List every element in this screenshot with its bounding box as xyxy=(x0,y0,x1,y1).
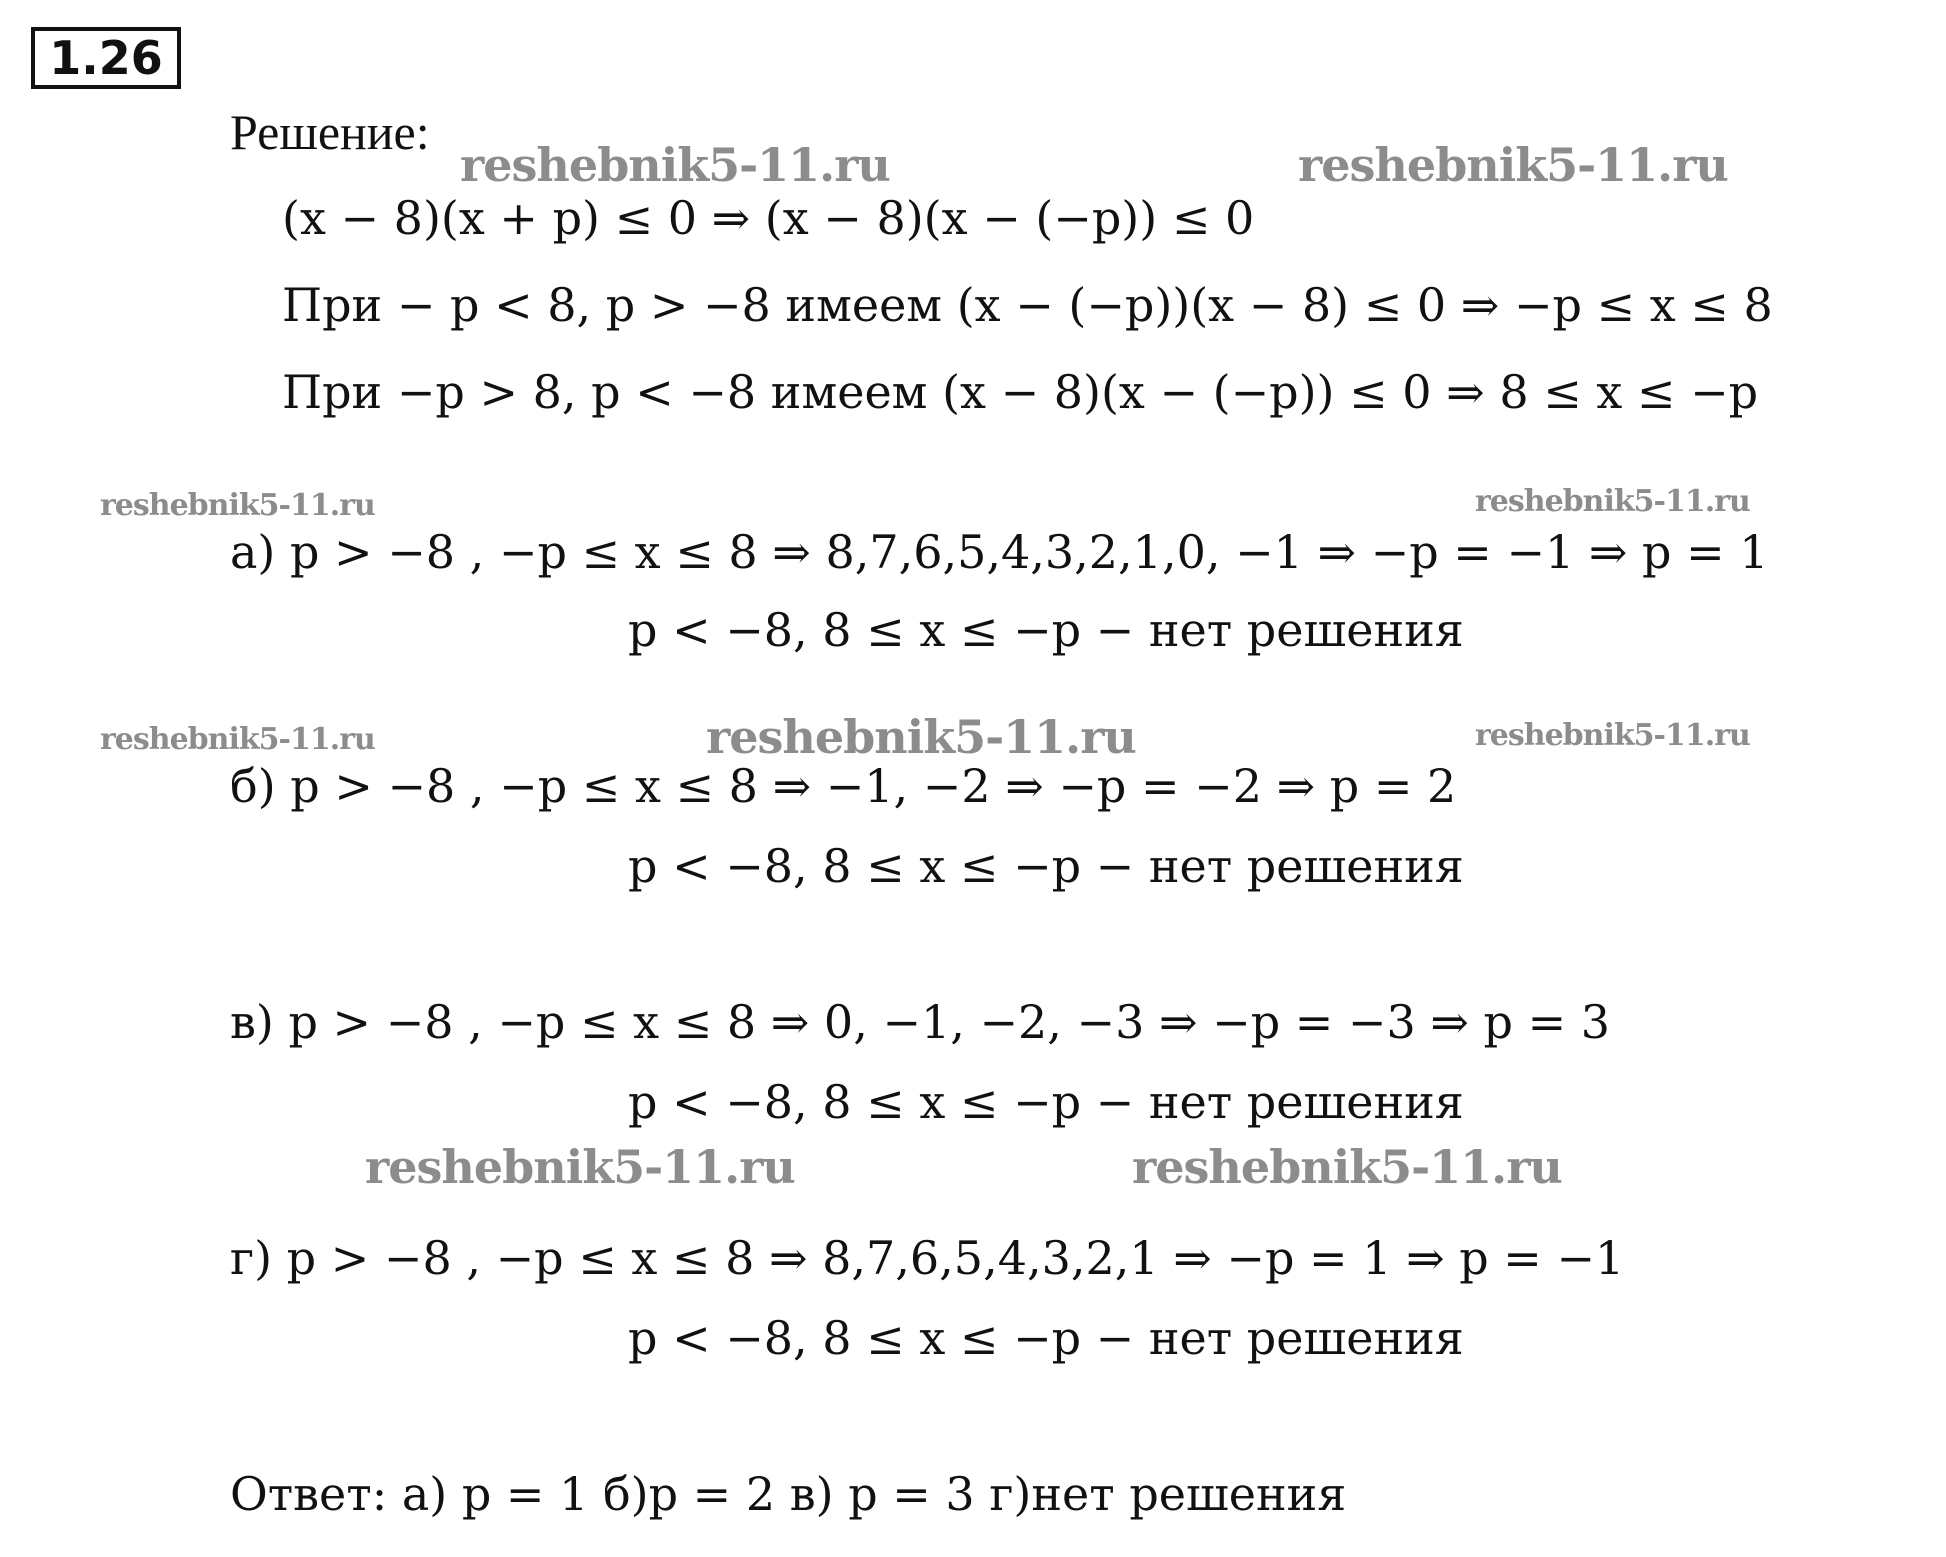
derivation-line: При −p > 8, p < −8 имеем (x − 8)(x − (−p)) ≤ 0 ⇒ 8 ≤ x ≤ −p xyxy=(282,365,1759,419)
part-a-line: а) p > −8 , −p ≤ x ≤ 8 ⇒ 8,7,6,5,4,3,2,1,0, −1 ⇒ −p = −1 ⇒ p = 1 xyxy=(230,525,1769,579)
part-g-line: г) p > −8 , −p ≤ x ≤ 8 ⇒ 8,7,6,5,4,3,2,1 ⇒ −p = 1 ⇒ p = −1 xyxy=(230,1231,1625,1285)
part-v-line: в) p > −8 , −p ≤ x ≤ 8 ⇒ 0, −1, −2, −3 ⇒ −p = −3 ⇒ p = 3 xyxy=(230,995,1611,1049)
solution-label: Решение: xyxy=(230,104,430,160)
watermark: reshebnik5-11.ru xyxy=(365,1140,795,1194)
watermark: reshebnik5-11.ru xyxy=(100,488,375,523)
watermark: reshebnik5-11.ru xyxy=(100,722,375,757)
watermark: reshebnik5-11.ru xyxy=(1298,138,1728,192)
problem-number: 1.26 xyxy=(31,27,181,89)
part-b-no-solution: p < −8, 8 ≤ x ≤ −p − нет решения xyxy=(628,839,1464,893)
watermark: reshebnik5-11.ru xyxy=(1475,718,1750,753)
watermark: reshebnik5-11.ru xyxy=(460,138,890,192)
watermark: reshebnik5-11.ru xyxy=(1132,1140,1562,1194)
derivation-line: При − p < 8, p > −8 имеем (x − (−p))(x − 8) ≤ 0 ⇒ −p ≤ x ≤ 8 xyxy=(282,278,1773,332)
part-b-line: б) p > −8 , −p ≤ x ≤ 8 ⇒ −1, −2 ⇒ −p = −2 ⇒ p = 2 xyxy=(230,759,1457,813)
watermark: reshebnik5-11.ru xyxy=(1475,484,1750,519)
answer-line: Ответ: а) p = 1 б)p = 2 в) p = 3 г)нет решения xyxy=(230,1467,1347,1521)
part-g-no-solution: p < −8, 8 ≤ x ≤ −p − нет решения xyxy=(628,1311,1464,1365)
part-a-no-solution: p < −8, 8 ≤ x ≤ −p − нет решения xyxy=(628,603,1464,657)
derivation-line: (x − 8)(x + p) ≤ 0 ⇒ (x − 8)(x − (−p)) ≤ 0 xyxy=(282,191,1255,245)
watermark: reshebnik5-11.ru xyxy=(706,710,1136,764)
part-v-no-solution: p < −8, 8 ≤ x ≤ −p − нет решения xyxy=(628,1075,1464,1129)
